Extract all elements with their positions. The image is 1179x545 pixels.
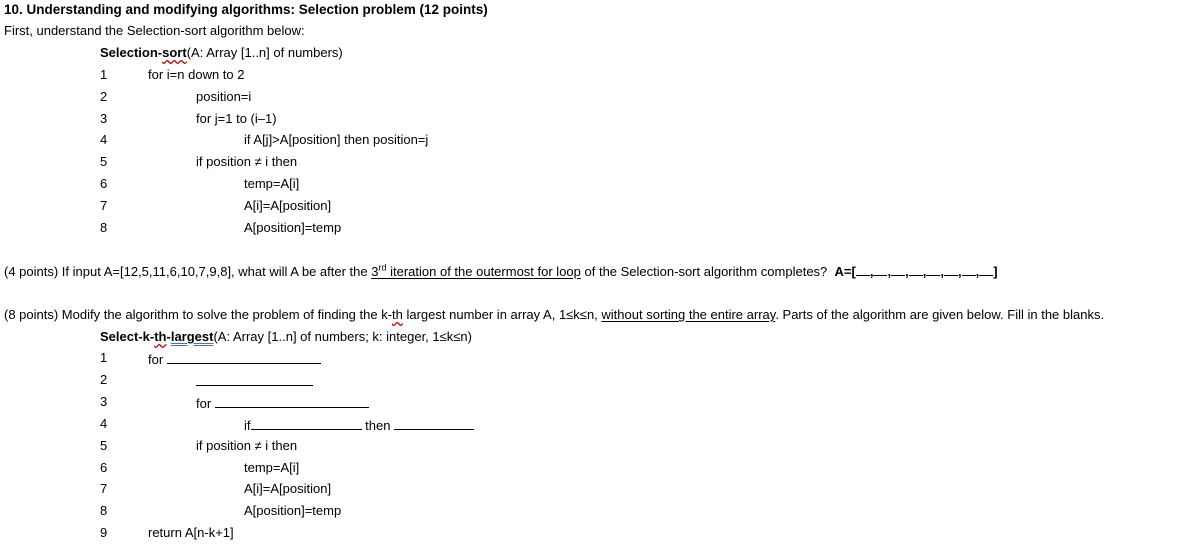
- selection-sort-header: [100, 45, 343, 61]
- answer-slot-8[interactable]: [979, 263, 993, 276]
- code-keyword: for: [148, 352, 164, 367]
- answer-slot-7[interactable]: [962, 263, 976, 276]
- question-title: 10. Understanding and modifying algorithms: Selection problem (12 points): [4, 2, 488, 17]
- line-number: 8: [100, 503, 108, 518]
- question-2: [4, 307, 1104, 323]
- q1-prefix: (4 points) If input A=[12,5,11,6,10,7,9,8], what will A be after the: [4, 264, 372, 279]
- line-number: 1: [100, 350, 108, 365]
- selection-sort-name-b: sort: [162, 45, 187, 60]
- q1-separator: ,: [887, 264, 892, 279]
- q1-underlined-text: iteration of the outermost for loop: [386, 264, 581, 279]
- q1-answer-open: A=[: [834, 264, 856, 279]
- code-line: A[position]=temp: [244, 503, 342, 518]
- code-line: temp=A[i]: [244, 460, 300, 475]
- answer-slot-4[interactable]: [909, 263, 923, 276]
- code-keyword: if: [244, 418, 251, 433]
- q1-answer: [835, 264, 998, 279]
- q1-suffix: of the Selection-sort algorithm completes?: [580, 264, 828, 279]
- answer-slot-3[interactable]: [891, 263, 905, 276]
- fill-blank-1[interactable]: [167, 350, 321, 364]
- q2-underlined: without sorting the entire array: [601, 307, 776, 322]
- q1-separator: ,: [957, 264, 962, 279]
- line-number: 2: [100, 89, 108, 104]
- line-number: 3: [100, 394, 108, 409]
- fill-blank-4[interactable]: [251, 416, 362, 430]
- q2-middle: largest number in array A, 1≤k≤n,: [402, 307, 602, 322]
- code-line: [148, 350, 321, 368]
- code-line: position=i: [196, 89, 252, 104]
- q1-separator: ,: [975, 264, 980, 279]
- q1-separator: ,: [940, 264, 944, 279]
- select-k-name-d: largest: [170, 329, 214, 344]
- code-line: if position ≠ i then: [196, 154, 298, 169]
- code-line: [244, 416, 474, 434]
- line-number: 8: [100, 220, 108, 235]
- code-line: temp=A[i]: [244, 176, 300, 191]
- code-keyword: for: [196, 396, 212, 411]
- line-number: 9: [100, 525, 108, 540]
- line-number: 4: [100, 132, 108, 147]
- code-line: for i=n down to 2: [148, 67, 245, 82]
- code-line: if A[j]>A[position] then position=j: [244, 132, 429, 147]
- line-number: 1: [100, 67, 108, 82]
- q1-separator: ,: [869, 264, 874, 279]
- code-line: [196, 394, 369, 412]
- code-keyword: then: [365, 418, 391, 433]
- q1-ordinal: 3: [371, 264, 379, 279]
- line-number: 2: [100, 372, 108, 387]
- q1-separator: ,: [922, 264, 927, 279]
- fill-blank-3[interactable]: [215, 394, 369, 408]
- selection-sort-name-a: Selection-: [100, 45, 163, 60]
- code-line: A[position]=temp: [244, 220, 342, 235]
- code-line: A[i]=A[position]: [244, 481, 332, 496]
- q1-separator: ,: [905, 264, 909, 279]
- line-number: 6: [100, 460, 108, 475]
- answer-slot-2[interactable]: [873, 263, 887, 276]
- select-k-header: [100, 329, 472, 345]
- line-number: 7: [100, 481, 108, 496]
- code-line: if position ≠ i then: [196, 438, 298, 453]
- q1-ordinal-sup: rd: [378, 262, 387, 273]
- code-line: for j=1 to (i–1): [196, 111, 277, 126]
- question-1: [4, 263, 998, 280]
- q2-suffix: . Parts of the algorithm are given below. Fill in the blanks.: [775, 307, 1105, 322]
- fill-blank-2[interactable]: [196, 372, 313, 386]
- code-line: [196, 372, 313, 390]
- selection-sort-args: (A: Array [1..n] of numbers): [186, 45, 343, 60]
- line-number: 5: [100, 438, 108, 453]
- q1-underlined: [371, 264, 581, 279]
- code-line: return A[n-k+1]: [148, 525, 234, 540]
- q2-th: th: [392, 307, 403, 322]
- line-number: 4: [100, 416, 108, 431]
- line-number: 7: [100, 198, 108, 213]
- answer-slot-6[interactable]: [944, 263, 958, 276]
- answer-slot-1[interactable]: [856, 263, 870, 276]
- q2-prefix: (8 points) Modify the algorithm to solve the problem of finding the k-: [4, 307, 393, 322]
- line-number: 3: [100, 111, 108, 126]
- select-k-name-b: th: [154, 329, 167, 344]
- code-line: A[i]=A[position]: [244, 198, 332, 213]
- select-k-args: (A: Array [1..n] of numbers; k: integer, 1≤k≤n): [213, 329, 472, 344]
- answer-slot-5[interactable]: [926, 263, 940, 276]
- line-number: 5: [100, 154, 108, 169]
- intro-text: First, understand the Selection-sort algorithm below:: [4, 23, 305, 38]
- select-k-name-a: Select-k-: [100, 329, 155, 344]
- select-k-name-c: -: [166, 329, 171, 344]
- line-number: 6: [100, 176, 108, 191]
- q1-answer-close: ]: [993, 264, 998, 279]
- fill-blank-5[interactable]: [394, 416, 474, 430]
